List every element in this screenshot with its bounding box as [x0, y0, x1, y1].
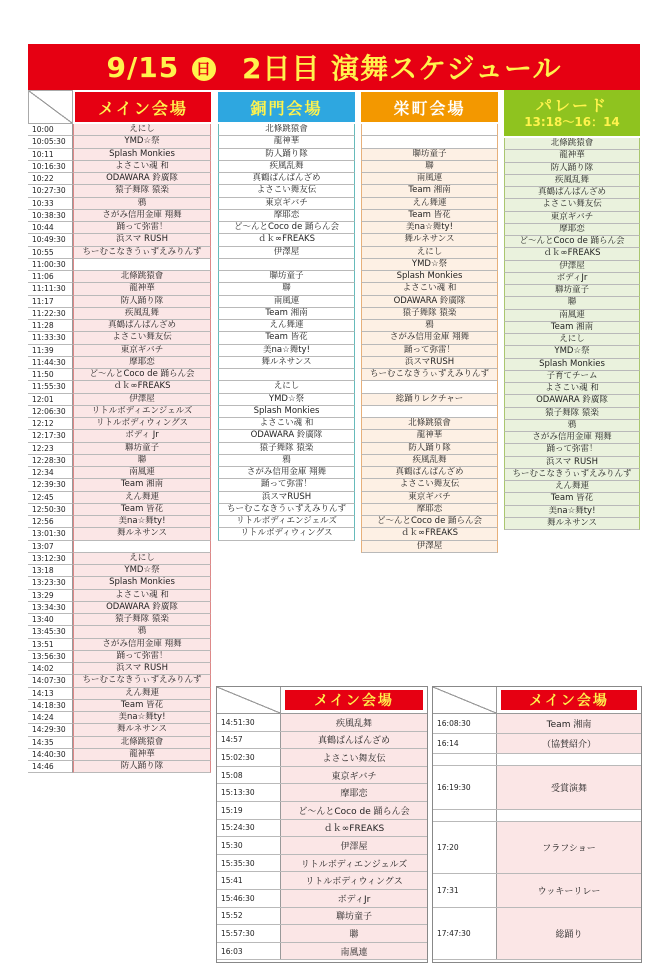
douman-slot: リトルボディウィングス [218, 528, 355, 540]
panel-entry: 東京ギバチ [281, 767, 427, 784]
main-slot: 踊って弥雷！ [73, 651, 211, 663]
parade-slot: ｄｋ∞FREAKS [504, 248, 640, 260]
parade-slot: 鴉 [504, 420, 640, 432]
main-slot: ど〜んとCoco de 踊らん会 [73, 369, 211, 381]
time-cell: 14:18:30 [28, 700, 73, 712]
main-slot: Splash Monkies [73, 149, 211, 161]
panel-row [217, 908, 427, 926]
panel-entry: 受賞演舞 [497, 766, 641, 809]
parade-slot: ど〜んとCoco de 踊らん会 [504, 236, 640, 248]
main-slot: 鴉 [73, 198, 211, 210]
parade-slot: さがみ信用金庫 翔舞 [504, 432, 640, 444]
sakae-slot: ど〜んとCoco de 踊らん会 [361, 516, 498, 528]
panel-row [217, 802, 427, 820]
panel-entry: ウッキーリレー [497, 874, 641, 907]
panel-row [217, 820, 427, 838]
parade-slot: よさこい舞友伝 [504, 199, 640, 211]
sakae-slot: えにし [361, 247, 498, 259]
time-cell: 13:40 [28, 614, 73, 626]
time-cell: 11:39 [28, 345, 73, 357]
panel-time [433, 754, 497, 765]
main-slot: 浜スマ RUSH [73, 234, 211, 246]
parade-slot: 真鶴ぱんぱんざめ [504, 187, 640, 199]
panel-time: 15:24:30 [217, 820, 281, 837]
panel2-corner [217, 687, 281, 713]
panel-time: 15:13:30 [217, 784, 281, 801]
time-cell: 12:28:30 [28, 455, 73, 467]
main-slot: リトルボディエンジェルズ [73, 406, 211, 418]
panel-row [433, 714, 641, 734]
douman-slot: Team 湘南 [218, 308, 355, 320]
main-slot: Team 湘南 [73, 479, 211, 491]
panel-entry [497, 810, 641, 821]
time-cell: 12:50:30 [28, 504, 73, 516]
sakae-slot: Splash Monkies [361, 271, 498, 283]
douman-slot: 浜スマRUSH [218, 492, 355, 504]
time-cell: 12:45 [28, 492, 73, 504]
main-slot: さがみ信用金庫 翔舞 [73, 639, 211, 651]
time-cell: 10:33 [28, 198, 73, 210]
parade-slot: 猿子舞隊 猿楽 [504, 408, 640, 420]
time-cell: 11:00:30 [28, 259, 73, 271]
main-slot: 防人踊り隊 [73, 761, 211, 773]
douman-slot: ど〜んとCoco de 踊らん会 [218, 222, 355, 234]
douman-slot: Team 皆花 [218, 332, 355, 344]
sakae-slot: 東京ギバチ [361, 492, 498, 504]
sakae-slot: 南風連 [361, 173, 498, 185]
main-slot: Team 皆花 [73, 700, 211, 712]
douman-slot: 鴉 [218, 455, 355, 467]
time-cell: 13:18 [28, 565, 73, 577]
panel-entry: ど〜んとCoco de 踊らん会 [281, 802, 427, 819]
parade-slot: YMD☆祭 [504, 346, 640, 358]
sakae-slot: 摩耶恋 [361, 504, 498, 516]
main-slot: 疾風乱舞 [73, 308, 211, 320]
sakae-slot: 浜スマRUSH [361, 357, 498, 369]
panel-time: 17:31 [433, 874, 497, 907]
sakae-slot: ODAWARA 鈴廣隊 [361, 296, 498, 308]
sakae-slot: えん舞連 [361, 198, 498, 210]
parade-slot: 摩耶恋 [504, 224, 640, 236]
time-cell: 11:22:30 [28, 308, 73, 320]
main-slot: ODAWARA 鈴廣隊 [73, 602, 211, 614]
panel-entry: リトルボディウィングス [281, 872, 427, 889]
panel-entry: Team 湘南 [497, 714, 641, 733]
main-slot: 舞ルネサンス [73, 528, 211, 540]
main-slot: 舞ルネサンス [73, 724, 211, 736]
douman-slot: ODAWARA 鈴廣隊 [218, 430, 355, 442]
main-venue-panel-3 [432, 686, 642, 963]
time-cell: 11:06 [28, 271, 73, 283]
douman-slot [218, 259, 355, 271]
sakae-slot: 舞ルネサンス [361, 234, 498, 246]
time-cell: 12:56 [28, 516, 73, 528]
panel-time [433, 810, 497, 821]
main-slot: えん舞連 [73, 688, 211, 700]
panel-time: 15:19 [217, 802, 281, 819]
panel-row [433, 908, 641, 960]
main-slot: 摩耶恋 [73, 357, 211, 369]
main-slot: 聯 [73, 455, 211, 467]
main-slot: ボディ Jr [73, 430, 211, 442]
main-slot: YMD☆祭 [73, 565, 211, 577]
main-slot [73, 541, 211, 553]
sakae-slot: Team 皆花 [361, 210, 498, 222]
douman-slot: 聯 [218, 283, 355, 295]
venue-douman: 銅門会場 [218, 92, 355, 122]
venue-sakae: 栄町会場 [361, 92, 498, 122]
time-cell: 13:12:30 [28, 553, 73, 565]
panel-time: 17:47:30 [433, 908, 497, 959]
panel-time: 15:46:30 [217, 890, 281, 907]
time-cell: 14:02 [28, 663, 73, 675]
time-cell: 11:55:30 [28, 381, 73, 393]
douman-slot: 南風連 [218, 296, 355, 308]
sakae-slot: 聯 [361, 161, 498, 173]
time-cell: 10:49:30 [28, 234, 73, 246]
douman-slot: ちーむこなきうぃずえみりんず [218, 504, 355, 516]
main-slot: リトルボディウィングス [73, 418, 211, 430]
sakae-slot: 踊って弥雷！ [361, 345, 498, 357]
douman-slot: 真鶴ぱんぱんざめ [218, 173, 355, 185]
sakae-slot [361, 124, 498, 136]
sakae-slot: 総踊りレクチャー [361, 394, 498, 406]
time-cell: 14:35 [28, 737, 73, 749]
panel-row [217, 943, 427, 961]
douman-slot: えん舞連 [218, 320, 355, 332]
panel-row [217, 749, 427, 767]
venue-parade [504, 90, 640, 136]
main-slot: えにし [73, 124, 211, 136]
panel-entry [497, 754, 641, 765]
panel-time: 15:30 [217, 837, 281, 854]
panel-entry: 総踊り [497, 908, 641, 959]
time-cell: 12:23 [28, 443, 73, 455]
header-title: 2日目 演舞スケジュール [241, 52, 562, 85]
main-slot: 美na☆舞ty! [73, 516, 211, 528]
douman-slot: よさこい舞友伝 [218, 185, 355, 197]
main-slot: よさこい舞友伝 [73, 332, 211, 344]
sakae-slot: 疾風乱舞 [361, 455, 498, 467]
parade-slot: 南風連 [504, 310, 640, 322]
douman-slot: 猿子舞隊 猿楽 [218, 443, 355, 455]
panel-time: 15:35:30 [217, 855, 281, 872]
main-slot: Team 皆花 [73, 504, 211, 516]
panel-row [433, 766, 641, 810]
main-slot: 浜スマ RUSH [73, 663, 211, 675]
panel-time: 15:52 [217, 908, 281, 925]
main-slot: 鴉 [73, 626, 211, 638]
douman-slot: ｄｋ∞FREAKS [218, 234, 355, 246]
sakae-slot: ｄｋ∞FREAKS [361, 528, 498, 540]
parade-slot: Splash Monkies [504, 359, 640, 371]
parade-slot: よさこい魂 和 [504, 383, 640, 395]
panel2-title: メイン会場 [285, 690, 423, 710]
douman-slot: えにし [218, 381, 355, 393]
main-slot: 踊って弥雷！ [73, 222, 211, 234]
panel3-corner [433, 687, 497, 713]
douman-slot: リトルボディエンジェルズ [218, 516, 355, 528]
douman-slot: 東京ギバチ [218, 198, 355, 210]
main-column [73, 124, 211, 773]
main-slot: ODAWARA 鈴廣隊 [73, 173, 211, 185]
sakae-slot: よさこい舞友伝 [361, 479, 498, 491]
time-cell: 14:24 [28, 712, 73, 724]
parade-slot: 疾風乱舞 [504, 175, 640, 187]
panel-row [433, 822, 641, 874]
parade-slot: 龍神華 [504, 150, 640, 162]
time-cell: 11:28 [28, 320, 73, 332]
sakae-slot [361, 136, 498, 148]
main-slot: 龍神華 [73, 749, 211, 761]
panel-time: 15:57:30 [217, 925, 281, 942]
time-cell: 13:23:30 [28, 577, 73, 589]
time-cell: 14:46 [28, 761, 73, 773]
panel-row [217, 925, 427, 943]
panel-row [217, 837, 427, 855]
time-cell: 10:44 [28, 222, 73, 234]
sakae-slot: ちーむこなきうぃずえみりんず [361, 369, 498, 381]
panel-entry: リトルボディエンジェルズ [281, 855, 427, 872]
time-cell: 14:29:30 [28, 724, 73, 736]
panel-time: 15:08 [217, 767, 281, 784]
day-badge: 日 [192, 57, 216, 81]
time-cell: 13:29 [28, 590, 73, 602]
panel-row [433, 754, 641, 766]
douman-slot: 美na☆舞ty! [218, 345, 355, 357]
time-cell: 10:11 [28, 149, 73, 161]
time-cell: 12:06:30 [28, 406, 73, 418]
panel-entry: 聯 [281, 925, 427, 942]
time-cell: 13:34:30 [28, 602, 73, 614]
main-slot: 聯坊童子 [73, 443, 211, 455]
time-cell: 10:16:30 [28, 161, 73, 173]
time-cell: 11:33:30 [28, 332, 73, 344]
parade-slot: 聯 [504, 297, 640, 309]
main-slot: えにし [73, 553, 211, 565]
panel-row [433, 810, 641, 822]
sakae-slot: 防人踊り隊 [361, 443, 498, 455]
main-slot: YMD☆祭 [73, 136, 211, 148]
time-cell: 14:07:30 [28, 675, 73, 687]
time-cell: 10:55 [28, 247, 73, 259]
parade-slot: Team 皆花 [504, 493, 640, 505]
panel-entry: 伊澤屋 [281, 837, 427, 854]
time-cell: 12:39:30 [28, 479, 73, 491]
venue-main: メイン会場 [75, 92, 211, 122]
parade-slot: えん舞連 [504, 481, 640, 493]
main-slot: 伊澤屋 [73, 394, 211, 406]
parade-slot: 東京ギバチ [504, 212, 640, 224]
sakae-slot: さがみ信用金庫 翔舞 [361, 332, 498, 344]
parade-slot: ボディJr [504, 273, 640, 285]
main-slot: 猿子舞隊 猿楽 [73, 185, 211, 197]
panel-entry: フラフショー [497, 822, 641, 873]
main-slot: 南風連 [73, 467, 211, 479]
panel-row [217, 872, 427, 890]
sakae-slot: 聯坊童子 [361, 149, 498, 161]
time-cell: 13:56:30 [28, 651, 73, 663]
time-cell: 11:50 [28, 369, 73, 381]
sakae-slot: YMD☆祭 [361, 259, 498, 271]
panel-row [217, 784, 427, 802]
parade-slot: 浜スマ RUSH [504, 457, 640, 469]
douman-slot: Splash Monkies [218, 406, 355, 418]
sakae-column [361, 124, 498, 553]
douman-slot: 踊って弥雷！ [218, 479, 355, 491]
parade-slot: 舞ルネサンス [504, 518, 640, 530]
panel-time: 16:08:30 [433, 714, 497, 733]
main-venue-panel-2 [216, 686, 428, 963]
sakae-slot: 伊澤屋 [361, 541, 498, 553]
panel3-title: メイン会場 [501, 690, 637, 710]
main-slot: よさこい魂 和 [73, 590, 211, 602]
parade-slot: ちーむこなきうぃずえみりんず [504, 469, 640, 481]
time-cell: 13:51 [28, 639, 73, 651]
parade-slot: Team 湘南 [504, 322, 640, 334]
time-column [28, 124, 73, 773]
main-slot: Splash Monkies [73, 577, 211, 589]
main-slot: 猿子舞隊 猿楽 [73, 614, 211, 626]
douman-slot: 聯坊童子 [218, 271, 355, 283]
time-cell: 13:45:30 [28, 626, 73, 638]
parade-slot: 防人踊り隊 [504, 163, 640, 175]
main-slot [73, 259, 211, 271]
panel-entry: 南風連 [281, 943, 427, 960]
time-cell: 13:07 [28, 541, 73, 553]
parade-slot: えにし [504, 334, 640, 346]
panel-row [217, 714, 427, 732]
main-slot: ちーむこなきうぃずえみりんず [73, 675, 211, 687]
panel-time: 16:03 [217, 943, 281, 960]
time-cell: 12:12 [28, 418, 73, 430]
douman-slot: 伊澤屋 [218, 247, 355, 259]
douman-slot: YMD☆祭 [218, 394, 355, 406]
sakae-slot: 真鶴ぱんぱんざめ [361, 467, 498, 479]
time-cell: 10:22 [28, 173, 73, 185]
main-slot: 真鶴ぱんぱんざめ [73, 320, 211, 332]
douman-column [218, 124, 355, 541]
main-slot: 龍神華 [73, 283, 211, 295]
parade-slot: 聯坊童子 [504, 285, 640, 297]
panel-time: 17:20 [433, 822, 497, 873]
time-cell: 11:11:30 [28, 283, 73, 295]
time-cell: 14:40:30 [28, 749, 73, 761]
douman-slot: 疾風乱舞 [218, 161, 355, 173]
panel-entry: 真鶴ぱんぱんざめ [281, 732, 427, 749]
panel-entry: ｄｋ∞FREAKS [281, 820, 427, 837]
sakae-slot: よさこい魂 和 [361, 283, 498, 295]
panel-time: 16:19:30 [433, 766, 497, 809]
sakae-slot: 北條跳猿會 [361, 418, 498, 430]
parade-slot: ODAWARA 鈴廣隊 [504, 395, 640, 407]
panel-row [433, 874, 641, 908]
douman-slot: よさこい魂 和 [218, 418, 355, 430]
panel-entry: 聯坊童子 [281, 908, 427, 925]
sakae-slot [361, 381, 498, 393]
corner-cell [28, 90, 73, 124]
douman-slot: 龍神華 [218, 136, 355, 148]
main-slot: さがみ信用金庫 翔舞 [73, 210, 211, 222]
panel-row [217, 890, 427, 908]
douman-slot: 舞ルネサンス [218, 357, 355, 369]
parade-slot: 北條跳猿會 [504, 138, 640, 150]
time-cell: 10:05:30 [28, 136, 73, 148]
time-cell: 12:34 [28, 467, 73, 479]
time-cell: 11:44:30 [28, 357, 73, 369]
sakae-slot: Team 湘南 [361, 185, 498, 197]
douman-slot: さがみ信用金庫 翔舞 [218, 467, 355, 479]
douman-slot: 摩耶恋 [218, 210, 355, 222]
sakae-slot: 鴉 [361, 320, 498, 332]
sakae-slot: 龍神華 [361, 430, 498, 442]
time-cell: 10:38:30 [28, 210, 73, 222]
panel-row [217, 767, 427, 785]
parade-slot: 子育てチーム [504, 371, 640, 383]
panel-row [217, 732, 427, 750]
time-cell: 13:01:30 [28, 528, 73, 540]
main-slot: 東京ギバチ [73, 345, 211, 357]
main-slot: ちーむこなきうぃずえみりんず [73, 247, 211, 259]
main-slot: 北條跳猿會 [73, 271, 211, 283]
main-slot: 美na☆舞ty! [73, 712, 211, 724]
panel-time: 15:02:30 [217, 749, 281, 766]
panel-time: 15:41 [217, 872, 281, 889]
sakae-slot: 猿子舞隊 猿楽 [361, 308, 498, 320]
time-cell: 11:17 [28, 296, 73, 308]
panel-row [433, 734, 641, 754]
header-date: 9/15 日 [107, 51, 216, 84]
panel-time: 14:51:30 [217, 714, 281, 731]
panel-entry: よさこい舞友伝 [281, 749, 427, 766]
main-slot: ｄｋ∞FREAKS [73, 381, 211, 393]
panel-row [217, 855, 427, 873]
panel-entry: 摩耶恋 [281, 784, 427, 801]
parade-time: 13:18〜16：14 [524, 115, 620, 130]
parade-slot: 伊澤屋 [504, 261, 640, 273]
panel-time: 16:14 [433, 734, 497, 753]
parade-slot: 踊って弥雷！ [504, 444, 640, 456]
main-slot: 防人踊り隊 [73, 296, 211, 308]
douman-slot [218, 369, 355, 381]
panel-entry: ボディJr [281, 890, 427, 907]
sakae-slot [361, 406, 498, 418]
parade-column [504, 138, 640, 530]
parade-slot: 美na☆舞ty! [504, 506, 640, 518]
main-slot: 北條跳猿會 [73, 737, 211, 749]
douman-slot: 北條跳猿會 [218, 124, 355, 136]
main-slot: よさこい魂 和 [73, 161, 211, 173]
panel-time: 14:57 [217, 732, 281, 749]
time-cell: 10:27:30 [28, 185, 73, 197]
panel-entry: （協賛紹介） [497, 734, 641, 753]
time-cell: 12:17:30 [28, 430, 73, 442]
sakae-slot: 美na☆舞ty! [361, 222, 498, 234]
time-cell: 10:00 [28, 124, 73, 136]
time-cell: 14:13 [28, 688, 73, 700]
schedule-header [28, 44, 640, 90]
main-slot: えん舞連 [73, 492, 211, 504]
panel-entry: 疾風乱舞 [281, 714, 427, 731]
douman-slot: 防人踊り隊 [218, 149, 355, 161]
time-cell: 12:01 [28, 394, 73, 406]
parade-title: パレード [535, 96, 608, 116]
